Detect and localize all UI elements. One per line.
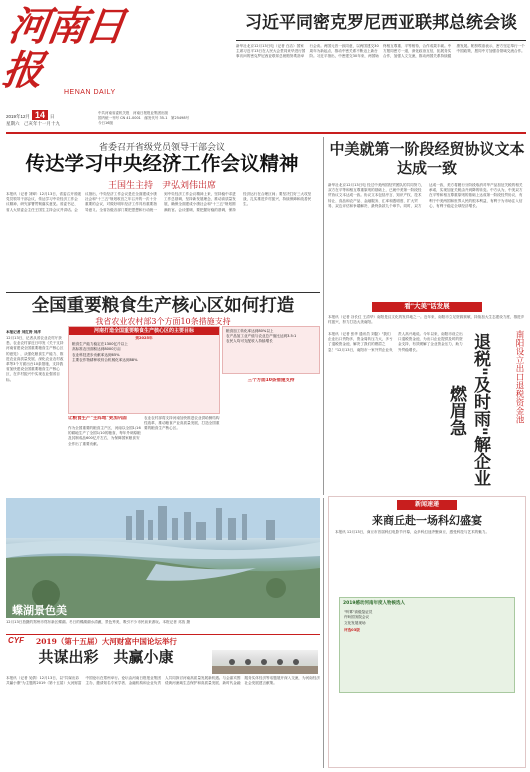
date-weekday: 日 xyxy=(50,114,55,119)
promo-footer: 评选03版 xyxy=(344,627,360,632)
lunar-date: 星期六 己亥年十一月十九 xyxy=(6,121,60,126)
post-code: 邮发代号 35-1 第25498号 xyxy=(144,116,190,120)
promo-box xyxy=(339,597,515,693)
top-headline: 习近平同密克罗尼西亚联邦总统会谈 xyxy=(245,13,517,33)
story1-title: 传达学习中央经济工作会议精神 xyxy=(25,152,299,175)
goals-box xyxy=(68,326,220,414)
goal-item: 粮食加工转化率达到80%以上 xyxy=(226,329,274,333)
goals-title: 河南打造全国重要粮食生产核心区的主要目标 xyxy=(69,327,219,335)
masthead-rule xyxy=(6,132,526,134)
goal-item: 农业科技进步贡献率达到65% xyxy=(72,352,120,357)
column-divider-2 xyxy=(323,498,324,768)
column-divider xyxy=(323,137,324,495)
goal-item: 粮食生产能力稳定在1300亿斤以上 xyxy=(72,342,128,347)
story3-kicker: 南阳设立出口退税资金池 xyxy=(514,330,524,424)
ad-banner: 看"大美"话发展 xyxy=(372,302,482,312)
story4-byline: 本报记者 刘红涛 刘洋 xyxy=(6,330,41,334)
promo-title: 2019感动河南年度人物候选人 xyxy=(343,601,406,606)
newspaper-title: 河南日报 xyxy=(0,3,127,94)
page-count: 今日16版 xyxy=(98,121,113,125)
story4-body-2: 作为全国重要的粮食主产区，河南以全国1/16的耕地生产了全国1/10的粮食，每年外调原粮及其制成品600亿斤左右，为保障国家粮食安全作出了重要贡献。 xyxy=(68,426,141,446)
goals-list-left xyxy=(69,341,219,364)
goal-item: 主要农作物耕种收综合机械化率达到88% xyxy=(72,357,138,362)
story1-sub: 王国生主持 尹弘刘伟出席 xyxy=(107,181,216,191)
forum-photo xyxy=(212,650,318,674)
feature-header: 新闻速递 xyxy=(397,500,457,510)
story3-body: 本报讯（记者 张华 通讯员 刘磊）"我们企业出口货物多，资金周转压力大，多亏了退税资金池，解决了我们的燃眉之急！"12月13日，南阳市一家外贸企业负责人高兴地说。今年以来，南阳市设立出口退税资金池，为出口企业提供及时的资金支持，有效缓解了企业资金压力，助力外贸稳增长。 xyxy=(328,332,463,352)
feature-panel xyxy=(328,496,526,768)
publisher-name: 中共河南省委机关报 河南日报报业集团出版 xyxy=(98,111,168,115)
story1-body: 本报讯（记者 刘婵）12月13日，省委召开省级党员领导干部会议，传达学习中央经济工作会议精神，研究部署贯彻落实意见。省委书记、省人大常委会主任王国生主持会议并讲话。会议指出，中央经济工作会议是在全面建成小康社会和"十三五"规划收官之年召开的一次十分重要的会议，对做好明年经济工作具有重要指导意义。全省各级各部门要把思想和行动统一到中央经济工作会议精神上来，坚持稳中求进工作总基调，坚持新发展理念，推动高质量发展，确保全面建成小康社会和"十三五"规划圆满收官。会议强调，要把握好稳的基调，保持经济运行在合理区间；要坚决打好三大攻坚战，扎实推进乡村振兴，持续保障和改善民生。 xyxy=(6,192,312,212)
story2-body: 新华社北京12月13日电 经过中美两国经贸团队的共同努力，双方在平等和相互尊重原则的基础上，已就中美第一阶段经贸协议文本达成一致。协议文本包括序言、知识产权、技术转让、食品和农产品、金融服务、汇率和透明度、扩大贸易、双边评估和争端解决、最终条款九个章节。同时，双方达成一致，美方将履行分阶段取消对华产品加征关税的相关承诺，实现加征关税由升到降的转变。中方认为，中美双方在平等和相互尊重原则的基础上达成第一阶段经贸协议，有利于中美两国和世界人民的根本利益，有利于为市场注入信心，有利于稳定全球经济增长。 xyxy=(328,183,523,208)
forum-banner xyxy=(6,634,320,646)
forum-logo-icon: CYF xyxy=(8,636,24,645)
ad-body: 本报讯（记者 谷长红 王清华）南阳是汉文化的发祥地之一。近年来，南阳市立足资源禀赋，持续加大生态建设力度，推进乡村振兴，努力打造大美南阳。 xyxy=(328,315,525,325)
story4-body: 12月13日，记者从省农业农村厅获悉，农业农村部近日印发《关于支持河南省建设全国重要粮食生产核心区的意见》，从强化粮食生产能力、推进农业高质量发展、深化农业农村改革等3个方面出台10条措施，支持我省加快建设全国重要粮食生产核心区，在乡村振兴中实现农业强省目标。 xyxy=(6,336,64,382)
goal-item: 高标准农田面积达到8000万亩 xyxy=(72,347,121,352)
story5-title: 共谋出彩 共赢小康 xyxy=(38,648,174,666)
lake-photo xyxy=(6,498,320,618)
masthead xyxy=(0,3,127,103)
photo-caption: 12月13日拍摄的郑州市郑东新区蝶湖。冬日的蝶湖湖水清澈，景色秀美，吸引不少市民前来游玩。本报记者 邓放 摄 xyxy=(6,620,190,624)
promo-item: 文化发展现场 xyxy=(344,620,366,625)
measures-title: 三个方面10条措施支持 xyxy=(247,378,295,383)
feature-body: 本报讯 12月13日，商丘市首届科幻电影节开幕，众多科幻迷齐聚商丘，感受科技与艺术的魅力。 xyxy=(335,530,490,534)
story4-sub: 我省农业农村部3个方面10条措施支持 xyxy=(95,317,231,326)
newspaper-english-title: HENAN DAILY xyxy=(64,89,116,96)
story5-body: 本报讯（记者 吴倩）12月13日，以"共谋出彩 共赢小康"为主题的2019（第十五届）大河财富中国论坛在郑州举行。论坛由河南日报报业集团主办，邀请知名专家学者、金融机构和企业负责人共同探讨河南高质量发展新机遇。与会嘉宾围绕黄河流域生态保护和高质量发展、新时代金融服务实体经济等话题展开深入交流，为河南经济社会发展建言献策。 xyxy=(6,676,320,686)
date-prefix: 2019年12月 xyxy=(6,114,31,119)
promo-item: 许昕国务院会议 xyxy=(344,615,370,620)
story3-title: 退税"及时雨"解企业燃眉急 xyxy=(446,333,490,487)
story4-body-3: 农业农村部将支持河南加快推进农业供给侧结构性改革，推动粮食产业高质量发展，打造全国重要的粮食生产核心区。 xyxy=(144,416,220,431)
col2-title: 让粮食生产"主阵地"更加巩固 xyxy=(68,416,127,421)
feature-title: 来商丘赴一场科幻盛宴 xyxy=(372,514,482,527)
story1-kicker: 省委召开省级党员领导干部会议 xyxy=(98,143,225,153)
photo-title: 蝶湖景色美 xyxy=(12,604,67,617)
story2-title: 中美就第一阶段经贸协议文本达成一致 xyxy=(329,140,525,177)
story4-rule xyxy=(6,292,320,293)
goal-item: 农产品加工业产值与农业总产值比达到3.5:1 xyxy=(226,334,297,339)
top-divider xyxy=(236,40,526,41)
date-day: 14 xyxy=(32,110,48,120)
publisher-info xyxy=(98,111,236,126)
goals-year: 到2025年 xyxy=(135,336,153,340)
goal-item: 农民人均可支配收入持续增长 xyxy=(226,339,273,344)
promo-item: "听雾"高级鉴证员 xyxy=(344,610,373,615)
issn: 国内统一刊号 CN 41-0001 xyxy=(98,116,141,120)
top-story-body: 新华社北京12月13日电（记者 白洁）国家主席习近平13日在人民大会堂同来华进行国事访问的密克罗尼西亚联邦总统帕努埃洛举行会谈。两国元首一致同意，以两国建交30周年为新起点，推动中密关系不断迈上新台阶。习近平指出，中密建交30年来，两国始终相互尊重、平等相待，合作成果丰硕。中方愿同密方一道，深化政治互信，拓展务实合作，加强人文交流，推动两国关系持续健康发展。帕努埃洛表示，密方坚定奉行一个中国政策，愿同中方加强各领域交流合作。 xyxy=(236,44,525,59)
goals-box-right xyxy=(222,326,320,374)
forum-banner-text: 2019（第十五届）大河财富中国论坛举行 xyxy=(36,637,177,646)
story4-title: 全国重要粮食生产核心区如何打造 xyxy=(31,296,295,316)
